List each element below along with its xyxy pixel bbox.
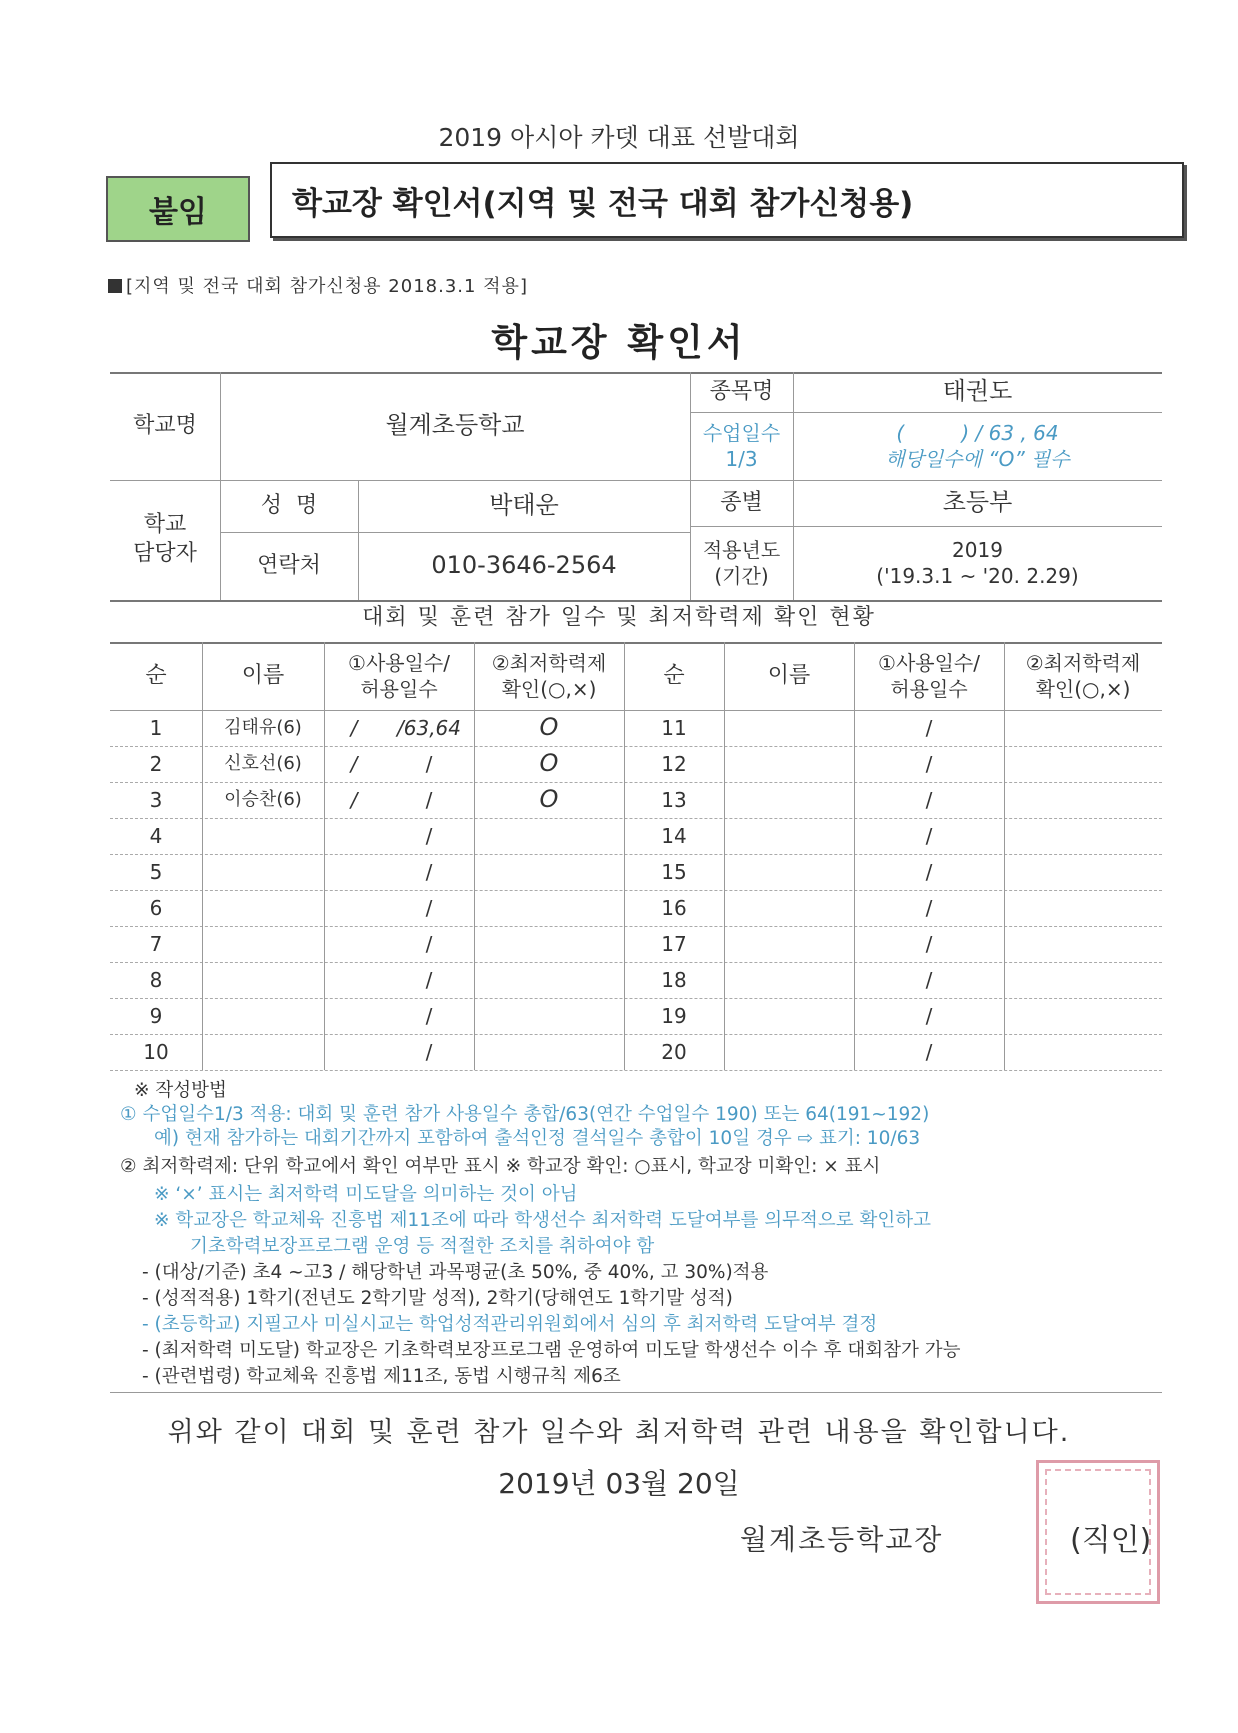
- cell-left-name: [202, 998, 324, 1034]
- cell-left-days: /: [425, 788, 433, 812]
- year-value: [793, 526, 1162, 600]
- instruction-line-11: - (관련법령) 학교체육 진흥법 제11조, 동법 시행규칙 제6조: [142, 1366, 621, 1387]
- col-check-right-2: 확인(○,×): [1035, 677, 1131, 701]
- cell-right-days: /: [925, 932, 933, 956]
- cell-left-used: /: [350, 716, 358, 740]
- contact-value: 010-3646-2564: [431, 551, 617, 580]
- cell-right-no: 12: [661, 752, 687, 776]
- class-days-value: [793, 412, 1162, 480]
- instruction-line-10: - (최저학력 미도달) 학교장은 기초학력보장프로그램 운영하여 미도달 학생선수 이수 후 대회참가 가능: [142, 1340, 961, 1361]
- division-label: 종별: [720, 489, 763, 515]
- confirmation-date: 2019년 03월 20일: [498, 1467, 740, 1500]
- cell-left-days: /: [425, 1004, 433, 1028]
- cell-left-check: [474, 854, 624, 890]
- col-days-right-1: ①사용일수/: [878, 651, 980, 675]
- instruction-line-4: ※ ‘×’ 표시는 최저학력 미도달을 의미하는 것이 아님: [154, 1184, 578, 1205]
- cell-right-days: /: [925, 968, 933, 992]
- instruction-line-9: - (초등학교) 지필고사 미실시교는 학업성적관리위원회에서 심의 후 최저학력 도달여부 결정: [142, 1314, 878, 1335]
- cell-left-no: 1: [149, 716, 163, 740]
- cell-left-used: /: [350, 788, 358, 812]
- form-title: 학교장 확인서(지역 및 전국 대회 참가신청용): [270, 162, 1184, 238]
- instruction-line-7: - (대상/기준) 초4 ~고3 / 해당학년 과목평균(초 50%, 중 40%, 고 30%)적용: [142, 1262, 769, 1283]
- status-title: 대회 및 훈련 참가 일수 및 최저학력제 확인 현황: [362, 605, 876, 630]
- cell-left-check: [474, 926, 624, 962]
- confirmation-statement: 위와 같이 대회 및 훈련 참가 일수와 최저학력 관련 내용을 확인합니다.: [167, 1417, 1071, 1448]
- cell-left-name: [202, 818, 324, 854]
- cell-left-name: 신호선(6): [224, 753, 302, 775]
- year-value-2: ('19.3.1 ~ '20. 2.29): [876, 564, 1079, 588]
- form-note: [108, 272, 528, 298]
- seal-label: (직인): [1070, 1523, 1152, 1558]
- square-bullet-icon: [108, 279, 122, 293]
- cell-left-no: 7: [149, 932, 163, 956]
- cell-left-name: [202, 890, 324, 926]
- cell-left-name: [202, 926, 324, 962]
- cell-left-days: /: [425, 932, 433, 956]
- cell-left-name: 이승찬(6): [224, 789, 302, 811]
- cell-right-days: /: [925, 1004, 933, 1028]
- cell-left-no: 6: [149, 896, 163, 920]
- col-check-left-2: 확인(○,×): [501, 677, 597, 701]
- col-days-right-2: 허용일수: [890, 677, 968, 701]
- sport-label: 종목명: [709, 378, 774, 404]
- cell-right-days: /: [925, 716, 933, 740]
- manager-label: [110, 480, 220, 600]
- instruction-line-2: 예) 현재 참가하는 대회기간까지 포함하여 출석인정 결석일수 총합이 10일 경우 ⇨ 표기: 10/63: [154, 1128, 921, 1149]
- cell-left-used: [324, 962, 384, 998]
- cell-left-no: 9: [149, 1004, 163, 1028]
- cell-left-check: [474, 818, 624, 854]
- year-label-1: 적용년도: [702, 538, 781, 562]
- cell-right-no: 17: [661, 932, 687, 956]
- division-value: 초등부: [942, 488, 1013, 517]
- cell-left-days: /: [425, 896, 433, 920]
- cell-right-days: /: [925, 752, 933, 776]
- cell-left-check: O: [539, 785, 559, 814]
- cell-right-days: /: [925, 896, 933, 920]
- instruction-line-1: ① 수업일수1/3 적용: 대회 및 훈련 참가 사용일수 총합/63(연간 수업일수 190) 또는 64(191~192): [120, 1104, 930, 1125]
- year-label: [690, 526, 793, 600]
- instruction-line-3: ② 최저학력제: 단위 학교에서 확인 여부만 표시 ※ 학교장 확인: ○표시, 학교장 미확인: × 표시: [120, 1156, 881, 1177]
- school-name: 월계초등학교: [385, 411, 525, 440]
- instruction-line-6: 기초학력보장프로그램 운영 등 적절한 조치를 취하여야 함: [190, 1236, 655, 1257]
- cell-left-name: [202, 854, 324, 890]
- cell-left-used: [324, 818, 384, 854]
- event-title: 2019 아시아 카뎃 대표 선발대회: [438, 123, 800, 152]
- cell-right-no: 19: [661, 1004, 687, 1028]
- contact-label: 연락처: [257, 552, 321, 578]
- name-value: 박태운: [489, 491, 559, 520]
- cell-right-no: 16: [661, 896, 687, 920]
- attachment-badge: 붙임: [106, 176, 250, 242]
- instruction-line-5: ※ 학교장은 학교체육 진흥법 제11조에 따라 학생선수 최저학력 도달여부를 의무적으로 확인하고: [154, 1210, 931, 1231]
- cell-left-days: /: [425, 752, 433, 776]
- cell-right-days: /: [925, 788, 933, 812]
- cell-left-days: /: [425, 968, 433, 992]
- cell-left-no: 8: [149, 968, 163, 992]
- cell-left-no: 3: [149, 788, 163, 812]
- cell-left-no: 5: [149, 860, 163, 884]
- cell-left-name: [202, 1034, 324, 1070]
- manager-label-1: 학교: [143, 512, 187, 538]
- cell-right-no: 18: [661, 968, 687, 992]
- cell-left-check: [474, 962, 624, 998]
- cell-right-no: 14: [661, 824, 687, 848]
- year-label-2: (기간): [714, 564, 769, 588]
- instruction-line-8: - (성적적용) 1학기(전년도 2학기말 성적), 2학기(당해연도 1학기말 성적): [142, 1288, 733, 1309]
- class-days-value-2: 해당일수에 “O” 필수: [885, 447, 1070, 471]
- col-no-right: 순: [663, 662, 685, 688]
- school-label: 학교명: [133, 412, 197, 438]
- cell-left-used: [324, 926, 384, 962]
- cell-left-used: [324, 890, 384, 926]
- cell-left-name: 김태유(6): [224, 717, 302, 739]
- sport-value: 태권도: [942, 377, 1013, 406]
- col-days-left-1: ①사용일수/: [348, 651, 450, 675]
- cell-right-days: /: [925, 860, 933, 884]
- cell-left-no: 4: [149, 824, 163, 848]
- col-days-left: [324, 642, 474, 710]
- cell-right-no: 13: [661, 788, 687, 812]
- col-no-left: 순: [145, 662, 167, 688]
- cell-left-check: [474, 998, 624, 1034]
- cell-left-days: /: [425, 860, 433, 884]
- instructions-heading: ※ 작성방법: [134, 1080, 227, 1101]
- cell-left-used: [324, 1034, 384, 1070]
- cell-right-days: /: [925, 1040, 933, 1064]
- class-days-label-2: 1/3: [725, 447, 758, 471]
- cell-left-used: [324, 854, 384, 890]
- class-days-value-1: ( ) / 63 , 64: [896, 421, 1059, 445]
- cell-left-no: 10: [143, 1040, 169, 1064]
- cell-left-days: /63,64: [397, 716, 461, 740]
- cell-left-used: [324, 998, 384, 1034]
- col-check-right: [1004, 642, 1162, 710]
- cell-right-days: /: [925, 824, 933, 848]
- manager-label-2: 담당자: [133, 541, 197, 566]
- cell-right-no: 11: [661, 716, 687, 740]
- col-days-left-2: 허용일수: [360, 677, 438, 701]
- cell-left-check: O: [539, 713, 559, 742]
- cell-right-no: 15: [661, 860, 687, 884]
- col-check-right-1: ②최저학력제: [1025, 651, 1141, 675]
- form-note-text: [지역 및 전국 대회 참가신청용 2018.3.1 적용]: [126, 276, 528, 297]
- cell-left-name: [202, 962, 324, 998]
- col-days-right: [854, 642, 1004, 710]
- class-days-label: [690, 412, 793, 480]
- cell-left-days: /: [425, 1040, 433, 1064]
- class-days-label-1: 수업일수: [702, 421, 781, 445]
- cell-left-days: /: [425, 824, 433, 848]
- col-name-left: 이름: [241, 662, 285, 688]
- cell-left-used: /: [350, 752, 358, 776]
- col-name-right: 이름: [767, 662, 811, 688]
- cell-left-no: 2: [149, 752, 163, 776]
- cell-left-check: O: [539, 749, 559, 778]
- cell-left-check: [474, 890, 624, 926]
- cell-right-no: 20: [661, 1040, 687, 1064]
- main-title: 학교장 확인서: [491, 321, 747, 364]
- col-check-left: [474, 642, 624, 710]
- principal-name: 월계초등학교장: [740, 1523, 944, 1556]
- col-check-left-1: ②최저학력제: [491, 651, 607, 675]
- name-label: 성 명: [260, 492, 318, 518]
- year-value-1: 2019: [952, 538, 1003, 562]
- cell-left-check: [474, 1034, 624, 1070]
